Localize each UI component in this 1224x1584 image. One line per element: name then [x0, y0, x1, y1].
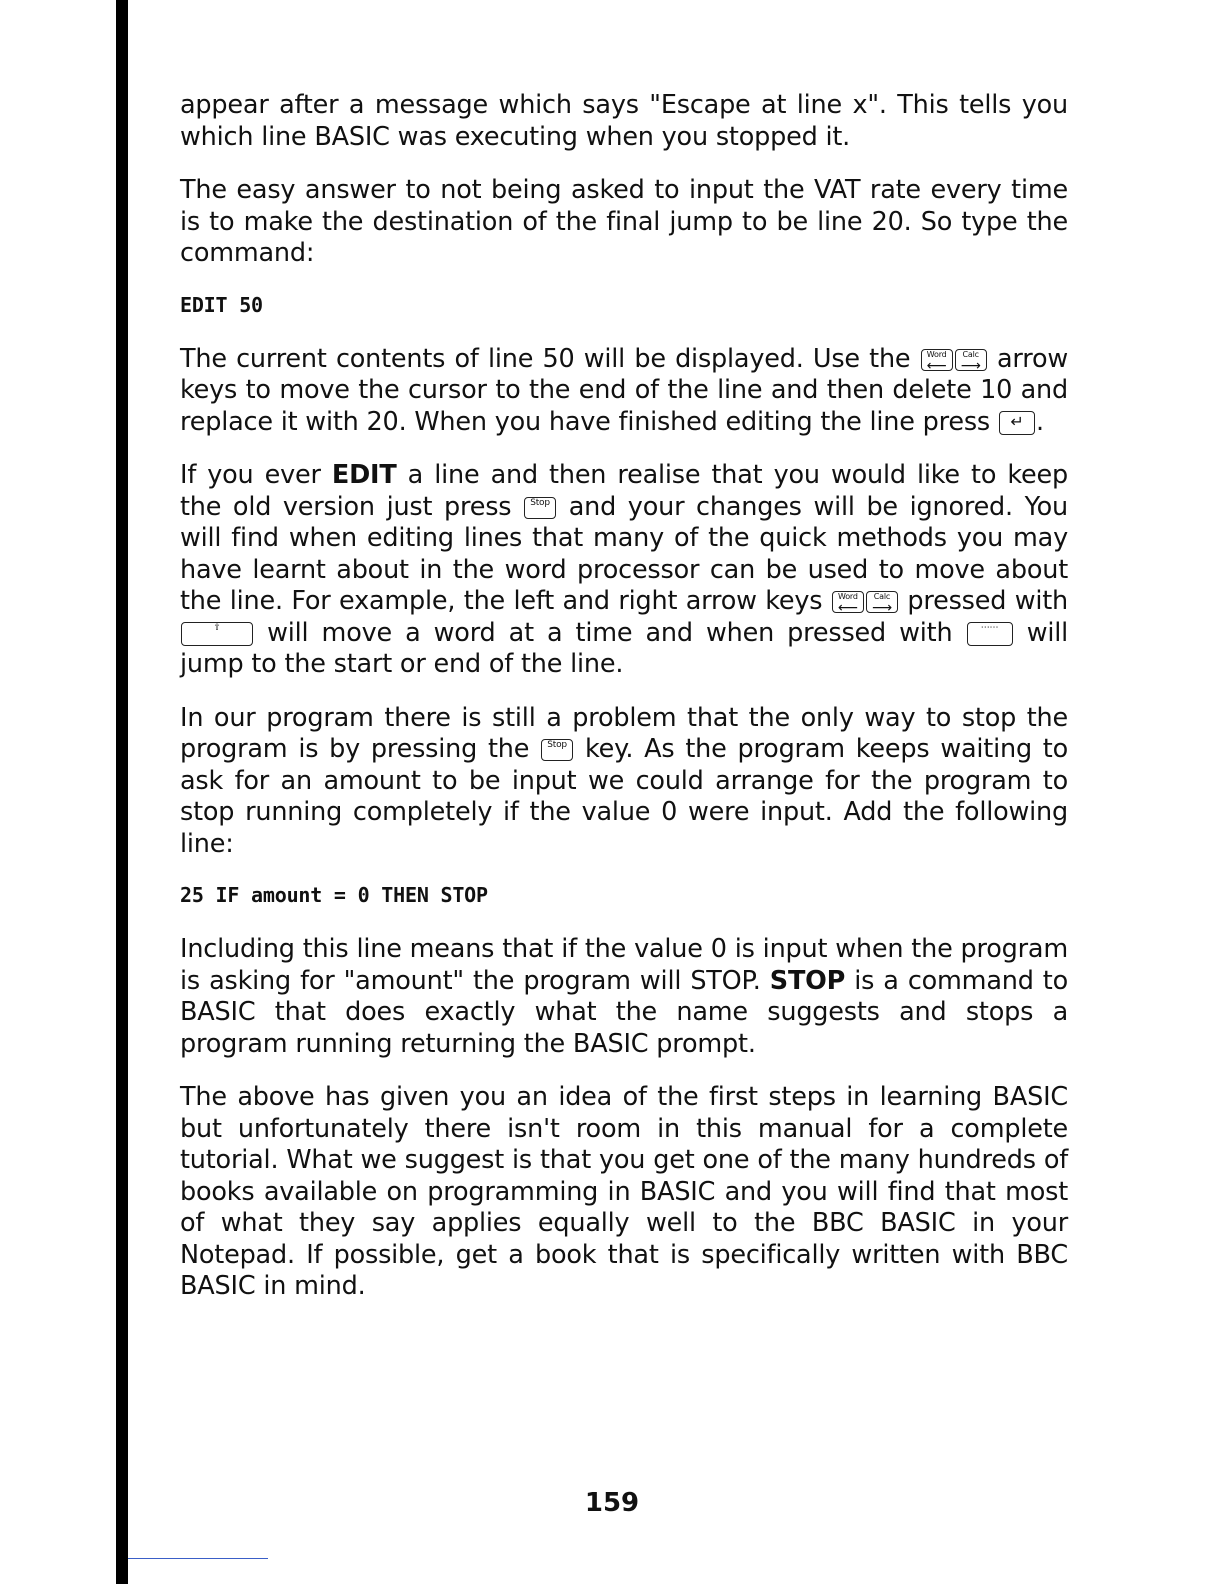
text-segment: The current contents of line 50 will be displayed. Use the — [180, 343, 911, 374]
code-edit-50: EDIT 50 — [180, 292, 263, 317]
text-segment: will move a word at a time and when pressed with — [267, 617, 953, 648]
word-left-key-icon — [921, 349, 953, 374]
text-segment: and your changes will be ignored. You will find when editing lines that many of the quick methods you may have learnt about in the word processor can be used to move about the line. For example, the left and right arrow keys — [180, 491, 1068, 616]
code-if-amount: 25 IF amount = 0 THEN STOP — [180, 883, 488, 907]
paragraph-escape-text: appear after a message which says "Escape at line x". This tells you which line BASIC was executing when you stopped it. — [180, 90, 1068, 152]
text-segment: key. As the program keeps waiting to ask for an amount to be input we could arrange for the program to stop running completely if the value 0 were input. Add the following line: — [180, 734, 1069, 859]
paragraph-easy-answer: The easy answer to not being asked to input the VAT rate every time is to make the destination of the final jump to be line 20. So type the command: — [180, 175, 1068, 268]
key-arrow: ⟵ — [837, 600, 858, 616]
page-binding-edge — [116, 0, 128, 1584]
text-segment: is a command to BASIC that does exactly what the name suggests and stops a program running returning the BASIC prompt. — [180, 965, 1068, 1059]
paragraph-stop-problem — [180, 703, 1068, 861]
key-label: Calc — [873, 592, 891, 601]
paragraph-including-line — [180, 934, 1068, 1060]
stop-key-icon: Stop — [524, 497, 556, 519]
key-label: Calc — [962, 349, 979, 359]
text-segment: In our program there is still a problem that the only way to stop the program is by pressing the — [180, 702, 1068, 764]
text-segment: pressed with — [907, 586, 1068, 616]
key-label: Word — [838, 592, 858, 601]
paragraph-first-steps: The above has given you an idea of the first steps in learning BASIC but unfortunately there isn't room in this manual for a complete tutorial. What we suggest is that you get one of the many hundreds of books available on programming in BASIC and you will find that most of what they say applies equally well to the BBC BASIC in your Notepad. If possible, get a book that is specifically written with BBC BASIC in mind. — [180, 1082, 1068, 1301]
stop-key-icon: Stop — [541, 739, 573, 761]
keyword-edit: EDIT — [331, 460, 397, 490]
text-segment: a line and then realise that you would like to keep the old version just press — [180, 460, 1068, 522]
key-arrow: ⟶ — [871, 600, 892, 616]
manual-page — [180, 90, 1068, 1325]
text-segment: . — [1035, 406, 1044, 437]
calc-right-key-icon — [866, 591, 898, 616]
text-segment: Including this line means that if the value 0 is input when the program is asking for "amount" the program will STOP. — [180, 934, 1068, 996]
text-segment: If you ever — [180, 460, 321, 490]
scan-edge-line — [128, 1558, 268, 1559]
page-number: 159 — [584, 1488, 640, 1518]
calc-right-key-icon — [955, 349, 987, 374]
return-key-icon: ↵ — [999, 411, 1035, 435]
word-left-key-icon — [832, 591, 864, 616]
paragraph-edit-line — [180, 460, 1068, 681]
keyword-stop: STOP — [769, 965, 846, 996]
key-arrow: ⟶ — [960, 357, 981, 374]
key-label: Word — [926, 349, 947, 359]
text-segment: will jump to the start or end of the line. — [180, 617, 1068, 679]
shift-key-icon: ⇧ — [181, 622, 253, 646]
paragraph-current-contents — [180, 344, 1068, 439]
function-key-icon: ⋯⋯ — [967, 622, 1013, 646]
key-arrow: ⟵ — [926, 357, 947, 374]
paragraph-escape — [180, 90, 1068, 153]
text-segment: arrow keys to move the cursor to the end of the line and then delete 10 and replace it with 20. When you have finished editing the line press — [180, 343, 1068, 437]
